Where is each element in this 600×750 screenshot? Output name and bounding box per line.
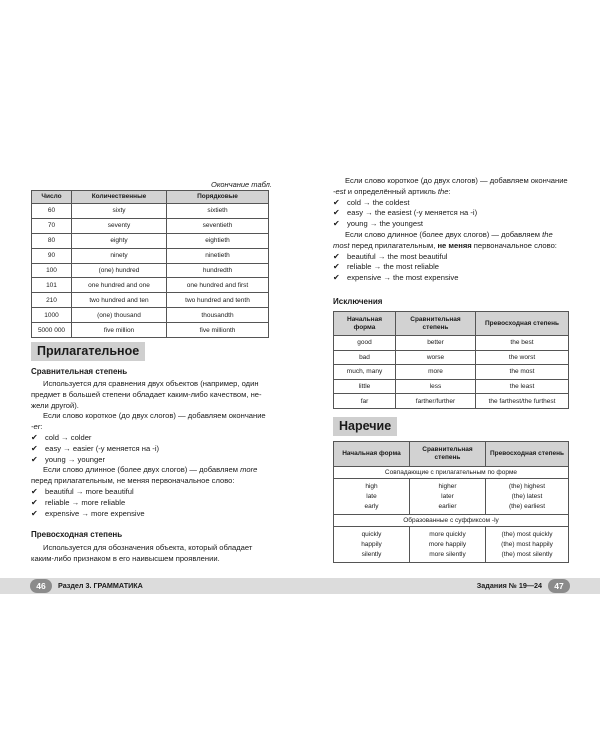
- table-cell: 5000 000: [32, 323, 72, 338]
- table-cell: sixtieth: [167, 204, 269, 219]
- superlative-rules: [333, 176, 571, 284]
- check-icon: ✔: [333, 251, 340, 261]
- list-item: ✔ young → the youngest: [333, 219, 424, 229]
- list-item: ✔ cold → colder: [31, 432, 92, 442]
- table-cell: ninety: [72, 248, 167, 263]
- check-icon: ✔: [333, 273, 340, 283]
- page-number-left: 46: [30, 579, 52, 593]
- table-cell: two hundred and ten: [72, 293, 167, 308]
- table-cell: hundredth: [167, 263, 269, 278]
- comparative-body: [31, 379, 269, 519]
- list-item: ✔ cold → the coldest: [333, 197, 410, 207]
- check-icon: ✔: [31, 432, 38, 442]
- list-item: ✔ expensive → more expensive: [31, 508, 145, 518]
- superlative-title: Превосходная степень: [31, 530, 123, 539]
- col-header: Количественные: [72, 191, 167, 204]
- table-cell: far: [334, 394, 396, 409]
- table-cell: eighty: [72, 233, 167, 248]
- col-header: Сравнительная степень: [396, 312, 476, 336]
- table-cell: two hundred and tenth: [167, 293, 269, 308]
- superlative-short-list: [333, 198, 571, 230]
- check-icon: ✔: [31, 508, 38, 518]
- section-title-adjective: Прилагательное: [31, 342, 145, 361]
- table-cell: one hundred and first: [167, 278, 269, 293]
- superlative-p2: Если слово короткое (до двух слогов) — добавляем окончание -est и определённый артикль the:: [333, 176, 568, 196]
- arrow-right-icon: →: [371, 262, 384, 272]
- comparative-p1: Используется для сравнения двух объектов (например, один предмет в большей степени обладает каким-либо качеством, нежели другой).: [31, 379, 262, 410]
- table-cell: 210: [32, 293, 72, 308]
- table-row: [334, 379, 569, 394]
- arrow-right-icon: →: [375, 251, 388, 261]
- table-cell: higher later earlier: [410, 479, 486, 515]
- table-cell: five millionth: [167, 323, 269, 338]
- table-cell: (the) most quickly (the) most happily (the) most silently: [486, 527, 569, 563]
- superlative-p3: Если слово длинное (более двух слогов) — добавляем the most перед прилагательным, не меняя первоначальное слово:: [333, 229, 557, 250]
- section-title-adverb: Наречие: [333, 417, 397, 436]
- table-row: [32, 218, 269, 233]
- comparative-long-list: [31, 487, 269, 519]
- table-cell: 70: [32, 218, 72, 233]
- table-cell: 100: [32, 263, 72, 278]
- col-header: Начальная форма: [334, 442, 410, 467]
- table-row: [32, 308, 269, 323]
- table-caption: Окончание табл.: [211, 180, 272, 189]
- col-header: Сравнительная степень: [410, 442, 486, 467]
- table-row: [32, 323, 269, 338]
- table-row: [32, 278, 269, 293]
- table-cell: worse: [396, 350, 476, 365]
- table-cell: 80: [32, 233, 72, 248]
- list-item: ✔ reliable → the most reliable: [333, 262, 440, 272]
- arrow-right-icon: →: [363, 208, 375, 218]
- section-label-right: Задания № 19—24: [476, 581, 542, 590]
- table-cell: 60: [32, 204, 72, 219]
- table-row: [334, 350, 569, 365]
- arrow-right-icon: →: [73, 486, 86, 496]
- table-cell: good: [334, 336, 396, 351]
- arrow-right-icon: →: [65, 454, 78, 464]
- table-cell: quickly happily silently: [334, 527, 410, 563]
- table-cell: seventy: [72, 218, 167, 233]
- table-cell: more: [396, 365, 476, 380]
- table-cell: sixty: [72, 204, 167, 219]
- section-label-left: Раздел 3. ГРАММАТИКА: [58, 581, 143, 590]
- check-icon: ✔: [333, 197, 340, 207]
- table-row: [32, 233, 269, 248]
- table-row: [32, 263, 269, 278]
- table-cell: the best: [476, 336, 569, 351]
- table-cell: 90: [32, 248, 72, 263]
- table-cell: 101: [32, 278, 72, 293]
- table-cell: bad: [334, 350, 396, 365]
- superlative-p1: Используется для обозначения объекта, который обладает каким-либо признаком в его наивысшем проявлении.: [31, 543, 253, 563]
- numbers-table: [31, 190, 269, 338]
- exceptions-table: [333, 311, 569, 409]
- arrow-right-icon: →: [367, 219, 380, 229]
- col-header: Превосходная степень: [486, 442, 569, 467]
- list-item: ✔ young → younger: [31, 454, 105, 464]
- table-cell: better: [396, 336, 476, 351]
- superlative-body: [31, 543, 269, 565]
- table-cell: high late early: [334, 479, 410, 515]
- exceptions-title: Исключения: [333, 297, 383, 306]
- arrow-right-icon: →: [61, 443, 73, 453]
- table-cell: 1000: [32, 308, 72, 323]
- table-cell: thousandth: [167, 308, 269, 323]
- page-number-right: 47: [548, 579, 570, 593]
- table-cell: more quickly more happily more silently: [410, 527, 486, 563]
- table-cell: the most: [476, 365, 569, 380]
- arrow-right-icon: →: [381, 273, 394, 283]
- table-cell: the worst: [476, 350, 569, 365]
- list-item: ✔ easy → easier (-y меняется на -i): [31, 443, 160, 453]
- check-icon: ✔: [31, 443, 38, 453]
- table-cell: one hundred and one: [72, 278, 167, 293]
- group-header: Образованные с суффиксом -ly: [334, 515, 569, 527]
- arrow-right-icon: →: [58, 432, 71, 442]
- group-header: Совпадающие с прилагательным по форме: [334, 467, 569, 479]
- list-item: ✔ beautiful → more beautiful: [31, 486, 134, 496]
- adverb-table: [333, 441, 569, 563]
- table-row: [334, 394, 569, 409]
- comparative-p2: Если слово короткое (до двух слогов) — добавляем окончание -er:: [31, 411, 266, 432]
- check-icon: ✔: [31, 486, 38, 496]
- comparative-short-list: [31, 433, 269, 465]
- check-icon: ✔: [333, 262, 340, 272]
- list-item: ✔ beautiful → the most beautiful: [333, 251, 448, 261]
- table-row: [334, 365, 569, 380]
- check-icon: ✔: [31, 497, 38, 507]
- list-item: ✔ expensive → the most expensive: [333, 273, 459, 283]
- arrow-right-icon: →: [360, 197, 373, 207]
- col-header: Порядковые: [167, 191, 269, 204]
- col-header: Превосходная степень: [476, 312, 569, 336]
- check-icon: ✔: [333, 219, 340, 229]
- table-cell: the farthest/the furthest: [476, 394, 569, 409]
- table-cell: five million: [72, 323, 167, 338]
- table-cell: little: [334, 379, 396, 394]
- comparative-title: Сравнительная степень: [31, 367, 128, 376]
- table-cell: ninetieth: [167, 248, 269, 263]
- comparative-p3: Если слово длинное (более двух слогов) — добавляем more перед прилагательным, не меняя первоначальное слово:: [31, 465, 258, 486]
- check-icon: ✔: [333, 208, 340, 218]
- list-item: ✔ easy → the easiest (-y меняется на -i): [333, 208, 478, 218]
- check-icon: ✔: [31, 454, 38, 464]
- table-cell: the least: [476, 379, 569, 394]
- table-cell: seventieth: [167, 218, 269, 233]
- arrow-right-icon: →: [69, 497, 82, 507]
- col-header: Начальная форма: [334, 312, 396, 336]
- table-cell: (one) thousand: [72, 308, 167, 323]
- table-cell: less: [396, 379, 476, 394]
- table-cell: much, many: [334, 365, 396, 380]
- table-cell: farther/further: [396, 394, 476, 409]
- table-row: [32, 293, 269, 308]
- table-cell: (the) highest (the) latest (the) earliest: [486, 479, 569, 515]
- superlative-long-list: [333, 252, 571, 284]
- col-header: Число: [32, 191, 72, 204]
- table-row: [334, 336, 569, 351]
- table-row: [32, 248, 269, 263]
- table-cell: (one) hundred: [72, 263, 167, 278]
- table-cell: eightieth: [167, 233, 269, 248]
- list-item: ✔ reliable → more reliable: [31, 497, 126, 507]
- table-row: [32, 204, 269, 219]
- arrow-right-icon: →: [79, 508, 92, 518]
